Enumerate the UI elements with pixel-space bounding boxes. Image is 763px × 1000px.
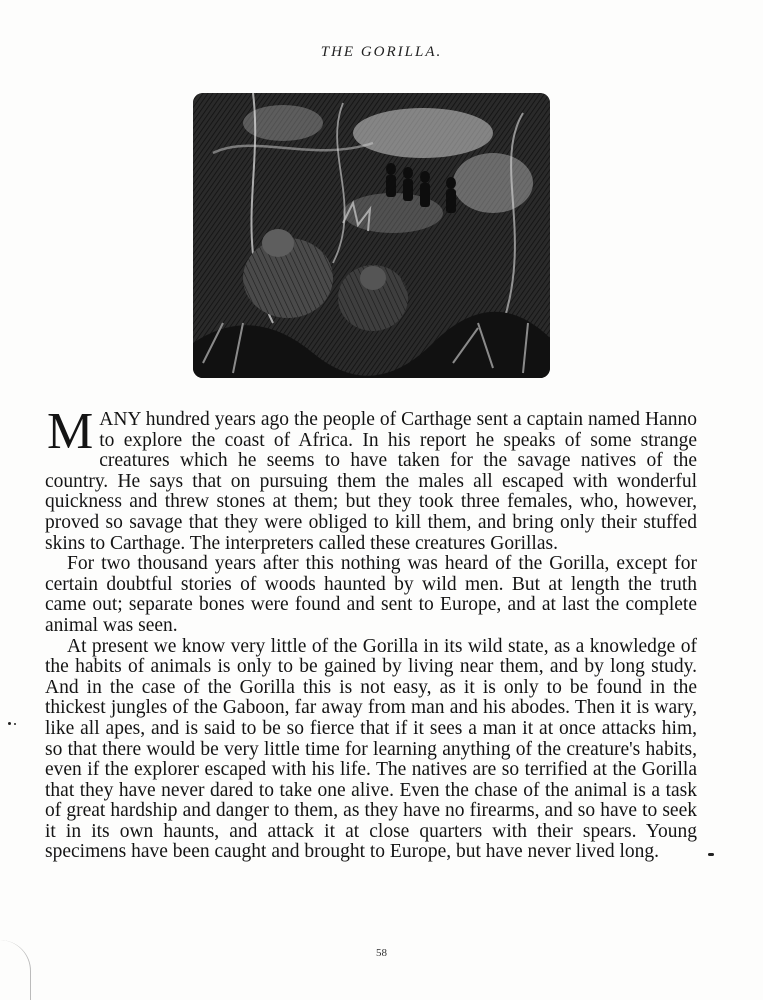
article-paragraph-2: For two thousand years after this nothing was heard of the Gorilla, except for certain doubtful stories of woods haunted by wild men. But at length the truth came out; separate bones were found and sent to Europe, and at last the complete animal was seen.: [45, 553, 697, 636]
paragraph-1-text: ANY hundred years ago the people of Carthage sent a captain named Hanno to explore the coast of Africa. In his report he speaks of some strange creatures which he seems to have taken for the savage natives of the country. He says that on pursuing them the males all escaped with wonderful quickness and threw stones at them; but they took three females, who, however, proved so savage that they were obliged to kill them, and bring only their stuffed skins to Carthage. The interpreters called these creatures Gorillas.: [45, 409, 697, 554]
drop-cap: M: [47, 403, 94, 460]
page-number: 58: [376, 947, 387, 959]
print-mark: [708, 853, 714, 856]
gorilla-jungle-engraving: [193, 93, 550, 378]
print-speck: [14, 723, 16, 725]
running-head: THE GORILLA.: [320, 44, 443, 60]
print-speck: [8, 722, 11, 725]
article-paragraph-3: At present we know very little of the Gorilla in its wild state, as a knowledge of the habits of animals is only to be gained by living near them, and by long study. And in the case of the Gorilla this is not easy, as it is only to be found in the thickest jungles of the Gaboon, far away from man and his abodes. Then it is wary, like all apes, and is said to be so fierce that if it sees a man it at once attacks him, so that there would be very little time for learning anything of the creature's habits, even if the explorer escaped with his life. The natives are so terrified at the Gorilla that they have never dared to take one alive. Even the chase of the animal is a task of great hardship and danger to them, as they have no firearms, and so have to seek it in its own haunts, and attack it at close quarters with their spears. Young specimens have been caught and brought to Europe, but have never lived long.: [45, 635, 697, 863]
article-paragraph-1: [45, 403, 697, 554]
article-body: [45, 403, 697, 863]
engraving-image: [193, 93, 550, 378]
